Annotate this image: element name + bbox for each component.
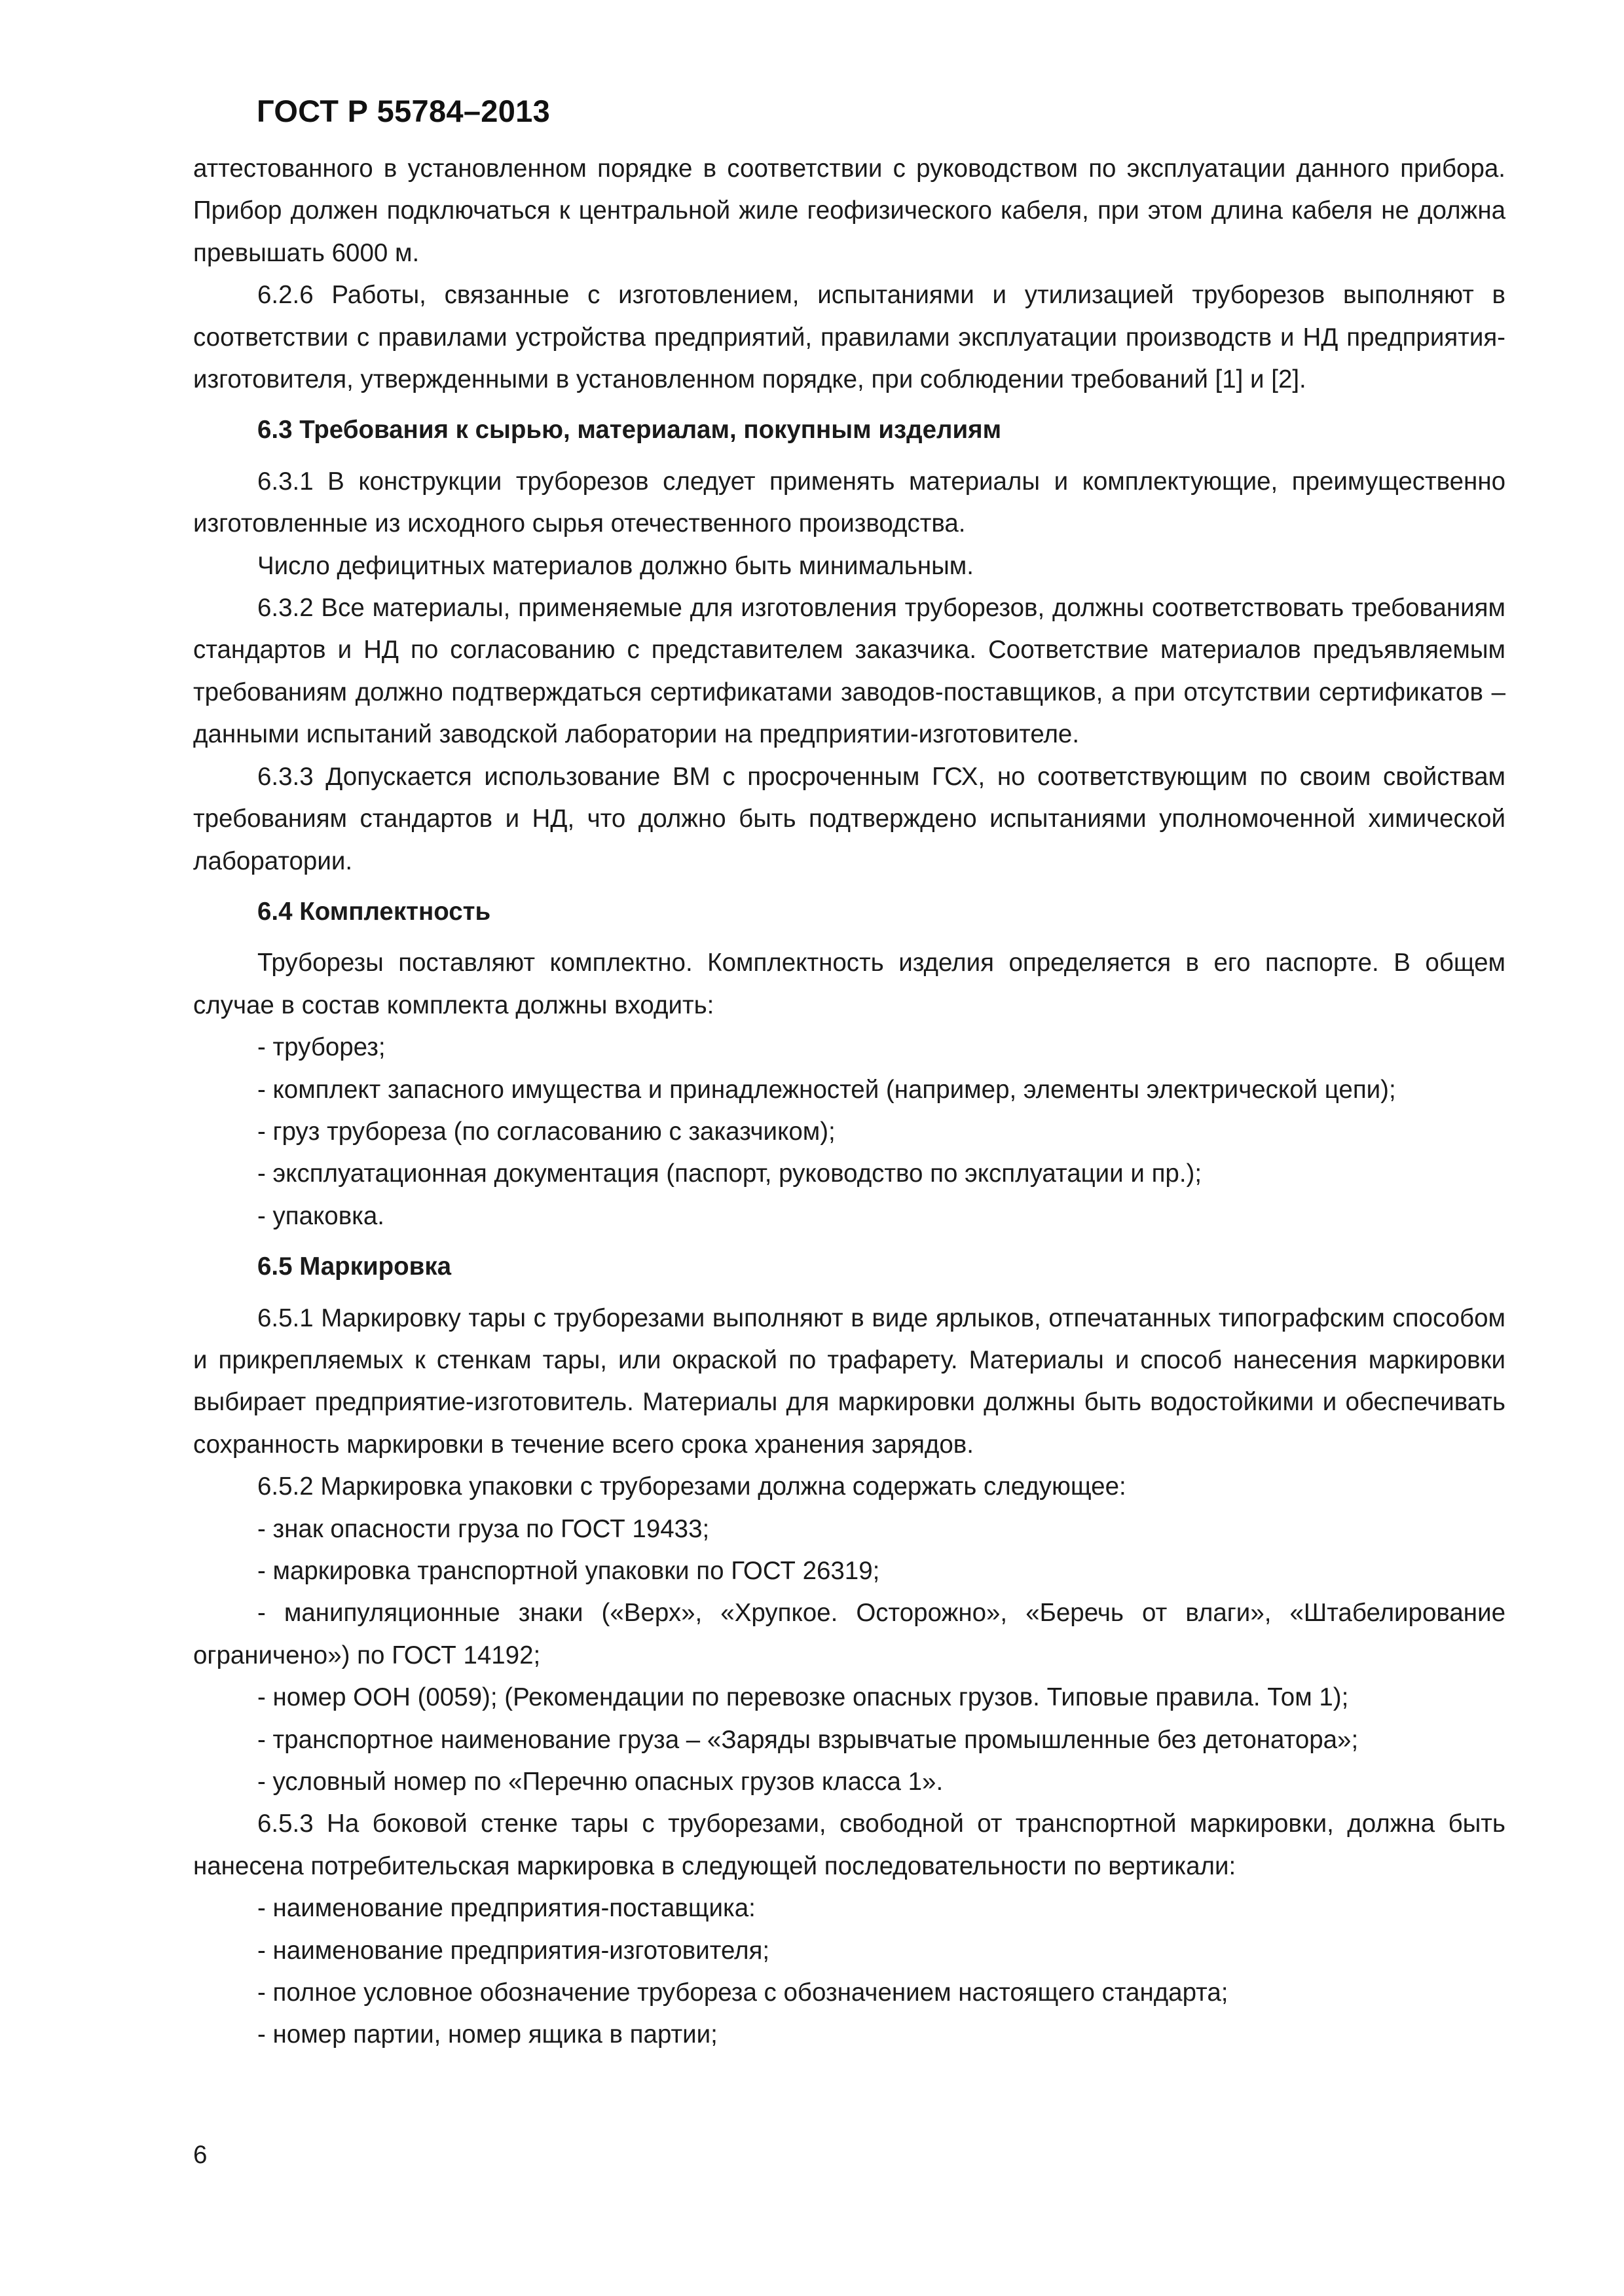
paragraph-6-5-2: 6.5.2 Маркировка упаковки с труборезами должна содержать следующее:	[257, 1472, 1126, 1501]
list-item: - упаковка.	[257, 1201, 384, 1230]
paragraph-6-3-2: 6.3.2 Все материалы, применяемые для изготовления труборезов, должны соответствовать требованиям стандартов и НД по согласованию с представителем заказчика. Соответствие материалов предъявляемым требованиям должно подтверждаться сертификатами заводов-поставщиков, а при отсутствии сертификатов – данными испытаний заводской лаборатории на предприятии-изготовителе.	[193, 594, 1505, 749]
paragraph-6-5-3: 6.5.3 На боковой стенке тары с труборезами, свободной от транспортной маркировки, должна быть нанесена потребительская маркировка в следующей последовательности по вертикали:	[193, 1810, 1505, 1880]
list-item: - наименование предприятия-изготовителя;	[257, 1936, 770, 1965]
paragraph-6-3-1: 6.3.1 В конструкции труборезов следует применять материалы и комплектующие, преимущественно изготовленные из исходного сырья отечественного производства.	[193, 467, 1505, 538]
section-heading-6-5: 6.5 Маркировка	[257, 1252, 452, 1281]
list-item: - груз трубореза (по согласованию с заказчиком);	[257, 1117, 836, 1146]
list-item: - транспортное наименование груза – «Заряды взрывчатые промышленные без детонатора»;	[257, 1725, 1359, 1754]
body-text	[193, 148, 1505, 2056]
section-heading-6-4: 6.4 Комплектность	[257, 897, 491, 926]
list-item: - полное условное обозначение трубореза с обозначением настоящего стандарта;	[257, 1978, 1228, 2007]
paragraph-6-3-1-note: Число дефицитных материалов должно быть минимальным.	[257, 551, 974, 580]
list-item: - труборез;	[257, 1033, 386, 1062]
list-item: - комплект запасного имущества и принадлежностей (например, элементы электрической цепи);	[257, 1075, 1396, 1104]
paragraph-6-5-1: 6.5.1 Маркировку тары с труборезами выполняют в виде ярлыков, отпечатанных типографским способом и прикрепляемых к стенкам тары, или окраской по трафарету. Материалы и способ нанесения маркировки выбирает предприятие-изготовитель. Материалы для маркировки должны быть водостойкими и обеспечивать сохранность маркировки в течение всего срока хранения зарядов.	[193, 1303, 1505, 1459]
section-heading-6-3: 6.3 Требования к сырью, материалам, покупным изделиям	[257, 416, 1002, 445]
paragraph-6-3-3: 6.3.3 Допускается использование ВМ с просроченным ГСХ, но соответствующим по своим свойствам требованиям стандартов и НД, что должно быть подтверждено испытаниями уполномоченной химической лаборатории.	[193, 762, 1505, 875]
list-item: - эксплуатационная документация (паспорт, руководство по эксплуатации и пр.);	[257, 1159, 1202, 1188]
paragraph-6-4: Труборезы поставляют комплектно. Комплектность изделия определяется в его паспорте. В общем случае в состав комплекта должны входить:	[193, 949, 1505, 1019]
list-item: - манипуляционные знаки («Верх», «Хрупкое. Осторожно», «Беречь от влаги», «Штабелирование ограничено») по ГОСТ 14192;	[193, 1599, 1505, 1669]
list-item: - номер партии, номер ящика в партии;	[257, 2020, 718, 2049]
page-number: 6	[193, 2141, 208, 2169]
list-item: - наименование предприятия-поставщика:	[257, 1894, 756, 1923]
list-item: - маркировка транспортной упаковки по ГОСТ 26319;	[257, 1557, 880, 1585]
paragraph-continuation: аттестованного в установленном порядке в соответствии с руководством по эксплуатации данного прибора. Прибор должен подключаться к центральной жиле геофизического кабеля, при этом длина кабеля не должна превышать 6000 м.	[193, 155, 1505, 267]
paragraph-6-2-6: 6.2.6 Работы, связанные с изготовлением, испытаниями и утилизацией труборезов выполняют в соответствии с правилами устройства предприятий, правилами эксплуатации производств и НД предприятия-изготовителя, утвержденными в установленном порядке, при соблюдении требований [1] и [2].	[193, 281, 1505, 394]
list-item: - условный номер по «Перечню опасных грузов класса 1».	[257, 1768, 944, 1796]
standard-designation: ГОСТ Р 55784–2013	[257, 94, 551, 128]
list-item: - знак опасности груза по ГОСТ 19433;	[257, 1514, 710, 1543]
list-item: - номер ООН (0059); (Рекомендации по перевозке опасных грузов. Типовые правила. Том 1);	[257, 1683, 1349, 1712]
